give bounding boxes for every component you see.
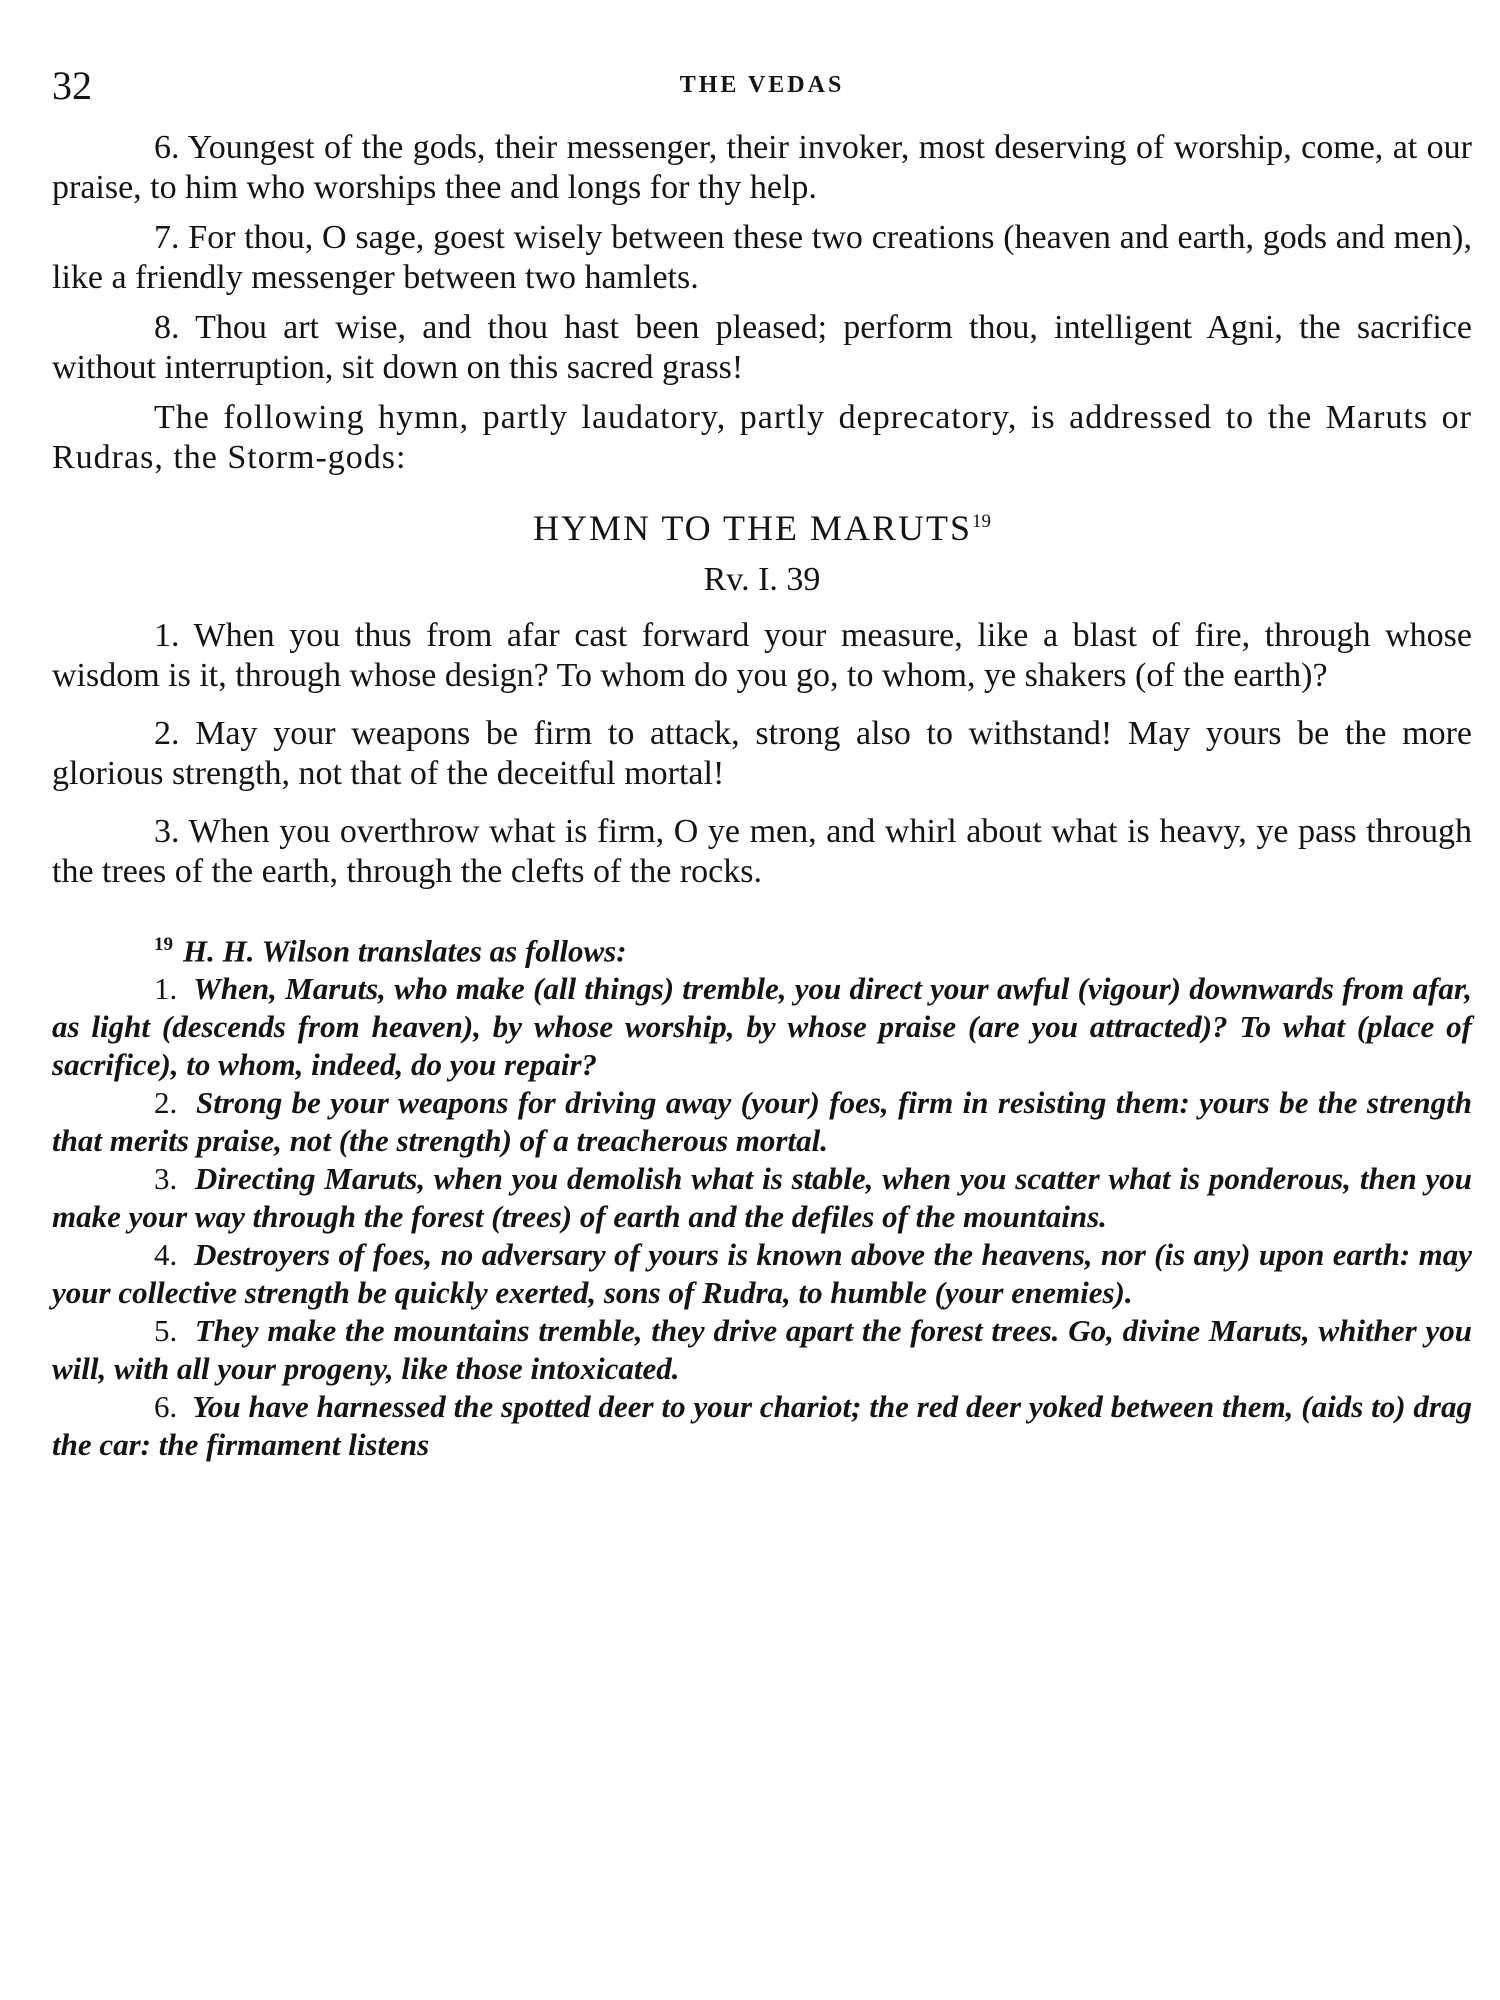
hymn-verses — [52, 616, 1472, 892]
footnote-verse-4 — [52, 1236, 1472, 1312]
footnote-verse-number: 3. — [154, 1161, 178, 1197]
running-head: THE VEDAS — [679, 72, 845, 98]
book-page — [52, 62, 1472, 1982]
footnote-verse-number: 5. — [154, 1313, 178, 1349]
hymn-title-text: HYMN TO THE MARUTS — [532, 508, 973, 548]
body-text — [52, 128, 1472, 478]
hymn-verse-1: 1. When you thus from afar cast forward your measure, like a blast of fire, through whose wisdom is it, through whose design? To whom do you go, to whom, ye shakers (of the earth)? — [52, 617, 1472, 694]
footnote-verse-number: 6. — [154, 1389, 178, 1425]
hymn-verse-3: 3. When you overthrow what is firm, O ye men, and whirl about what is heavy, ye pass through the trees of the earth, through the clefts of the rocks. — [52, 813, 1472, 890]
footnote-verse-number: 2. — [154, 1085, 178, 1121]
footnote-verse-text: You have harnessed the spotted deer to your chariot; the red deer yoked between them, (aids to) drag the car: the firmament listens — [52, 1389, 1472, 1463]
hymn-verse-2: 2. May your weapons be firm to attack, strong also to withstand! May yours be the more glorious strength, not that of the deceitful mortal! — [52, 715, 1472, 792]
hymn-introduction: The following hymn, partly laudatory, partly deprecatory, is addressed to the Maruts or Rudras, the Storm-gods: — [52, 399, 1472, 476]
page-header — [52, 62, 1472, 128]
footnote-verse-1 — [52, 970, 1472, 1084]
hymn-reference: Rv. I. 39 — [703, 561, 821, 598]
footnote-verse-number: 4. — [154, 1237, 178, 1273]
footnote-verse-6 — [52, 1388, 1472, 1464]
footnote-verse-3 — [52, 1160, 1472, 1236]
footnote-verse-text: Strong be your weapons for driving away (your) foes, firm in resisting them: yours be the strength that merits praise, not (the strength) of a treacherous mortal. — [52, 1085, 1472, 1159]
footnote-verse-5 — [52, 1312, 1472, 1388]
verse-paragraph-8: 8. Thou art wise, and thou hast been pleased; perform thou, intelligent Agni, the sacrifice without interruption, sit down on this sacred grass! — [52, 309, 1472, 386]
footnote-number: 19 — [154, 934, 173, 955]
page-number: 32 — [52, 63, 92, 108]
footnote-verse-number: 1. — [154, 971, 178, 1007]
footnote-verse-2 — [52, 1084, 1472, 1160]
verse-paragraph-7: 7. For thou, O sage, goest wisely between these two creations (heaven and earth, gods and men), like a friendly messenger between two hamlets. — [52, 219, 1472, 296]
footnote-marker: 19 — [972, 511, 992, 532]
footnote-heading — [52, 926, 1472, 970]
hymn-title — [52, 500, 1472, 550]
footnote-heading-text: H. H. Wilson translates as follows: — [183, 933, 627, 969]
footnote-verse-text: They make the mountains tremble, they drive apart the forest trees. Go, divine Maruts, whither you will, with all your progeny, like those intoxicated. — [52, 1313, 1473, 1387]
verse-paragraph-6: 6. Youngest of the gods, their messenger, their invoker, most deserving of worship, come, at our praise, to him who worships thee and longs for thy help. — [52, 129, 1472, 206]
footnote-verse-text: Destroyers of foes, no adversary of yours is known above the heavens, nor (is any) upon earth: may your collective strength be quickly exerted, sons of Rudra, to humble (your enemies). — [52, 1237, 1473, 1311]
footnote-verse-text: When, Maruts, who make (all things) tremble, you direct your awful (vigour) downwards from afar, as light (descends from heaven), by whose worship, by whose praise (are you attracted)? To what (place of sacrifice), to whom, indeed, do you repair? — [52, 971, 1472, 1083]
footnote-block — [52, 926, 1472, 1464]
footnote-verse-text: Directing Maruts, when you demolish what is stable, when you scatter what is ponderous, then you make your way through the forest (trees) of earth and the defiles of the mountains. — [52, 1161, 1473, 1235]
